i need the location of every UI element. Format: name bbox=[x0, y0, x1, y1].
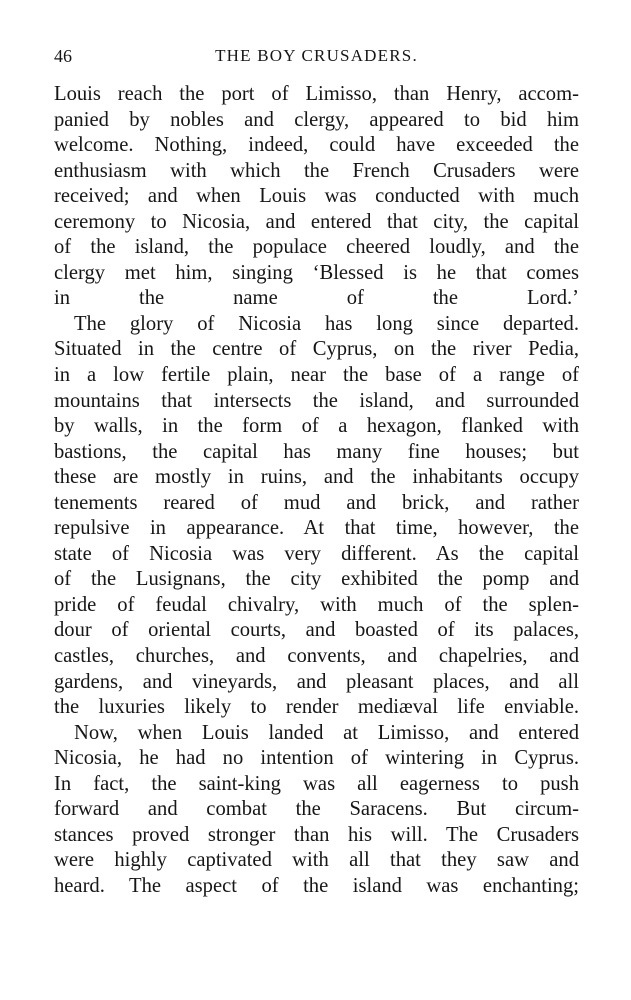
text-line: by walls, in the form of a hexagon, flanked with bbox=[54, 415, 579, 438]
text-line: tenements reared of mud and brick, and rather bbox=[54, 491, 579, 514]
text-line: Situated in the centre of Cyprus, on the river Pedia, bbox=[54, 338, 579, 361]
text-line: repulsive in appearance. At that time, however, the bbox=[54, 517, 579, 540]
text-line: of the island, the populace cheered loudly, and the bbox=[54, 236, 579, 259]
text-line: Now, when Louis landed at Limisso, and entered bbox=[74, 721, 579, 744]
page-number: 46 bbox=[54, 46, 72, 66]
running-title: THE BOY CRUSADERS. bbox=[215, 46, 418, 65]
text-line: castles, churches, and convents, and chapelries, and bbox=[54, 645, 579, 668]
text-line: in the name of the Lord.’ bbox=[54, 287, 579, 310]
paragraph-1 bbox=[54, 82, 579, 312]
text-line: clergy met him, singing ‘Blessed is he that comes bbox=[54, 261, 579, 284]
text-line: state of Nicosia was very different. As the capital bbox=[54, 542, 579, 565]
text-line: gardens, and vineyards, and pleasant places, and all bbox=[54, 670, 579, 693]
text-line: were highly captivated with all that they saw and bbox=[54, 849, 579, 872]
text-line: In fact, the saint-king was all eagerness to push bbox=[54, 772, 579, 795]
text-line: forward and combat the Saracens. But circum- bbox=[54, 798, 579, 821]
text-line: these are mostly in ruins, and the inhabitants occupy bbox=[54, 466, 579, 489]
paragraph-3 bbox=[54, 721, 579, 900]
text-line: pride of feudal chivalry, with much of the splen- bbox=[54, 593, 579, 616]
text-line: received; and when Louis was conducted with much bbox=[54, 185, 579, 208]
text-line: welcome. Nothing, indeed, could have exceeded the bbox=[54, 134, 579, 157]
body-text bbox=[54, 82, 579, 900]
paragraph-2 bbox=[54, 312, 579, 721]
text-line: The glory of Nicosia has long since departed. bbox=[74, 312, 579, 335]
text-line: heard. The aspect of the island was enchanting; bbox=[54, 874, 579, 897]
page-header bbox=[54, 44, 579, 68]
text-line: Louis reach the port of Limisso, than Henry, accom- bbox=[54, 83, 579, 105]
text-line: mountains that intersects the island, and surrounded bbox=[54, 389, 579, 412]
text-line: enthusiasm with which the French Crusaders were bbox=[54, 159, 579, 182]
text-line: the luxuries likely to render mediæval life enviable. bbox=[54, 696, 579, 719]
text-line: in a low fertile plain, near the base of a range of bbox=[54, 364, 579, 387]
text-line: of the Lusignans, the city exhibited the pomp and bbox=[54, 568, 579, 591]
text-line: stances proved stronger than his will. The Crusaders bbox=[54, 823, 579, 846]
text-line: dour of oriental courts, and boasted of its palaces, bbox=[54, 619, 579, 642]
text-line: Nicosia, he had no intention of wintering in Cyprus. bbox=[54, 747, 579, 770]
text-line: panied by nobles and clergy, appeared to bid him bbox=[54, 108, 579, 131]
text-line: bastions, the capital has many fine houses; but bbox=[54, 440, 579, 463]
text-line: ceremony to Nicosia, and entered that city, the capital bbox=[54, 210, 579, 233]
